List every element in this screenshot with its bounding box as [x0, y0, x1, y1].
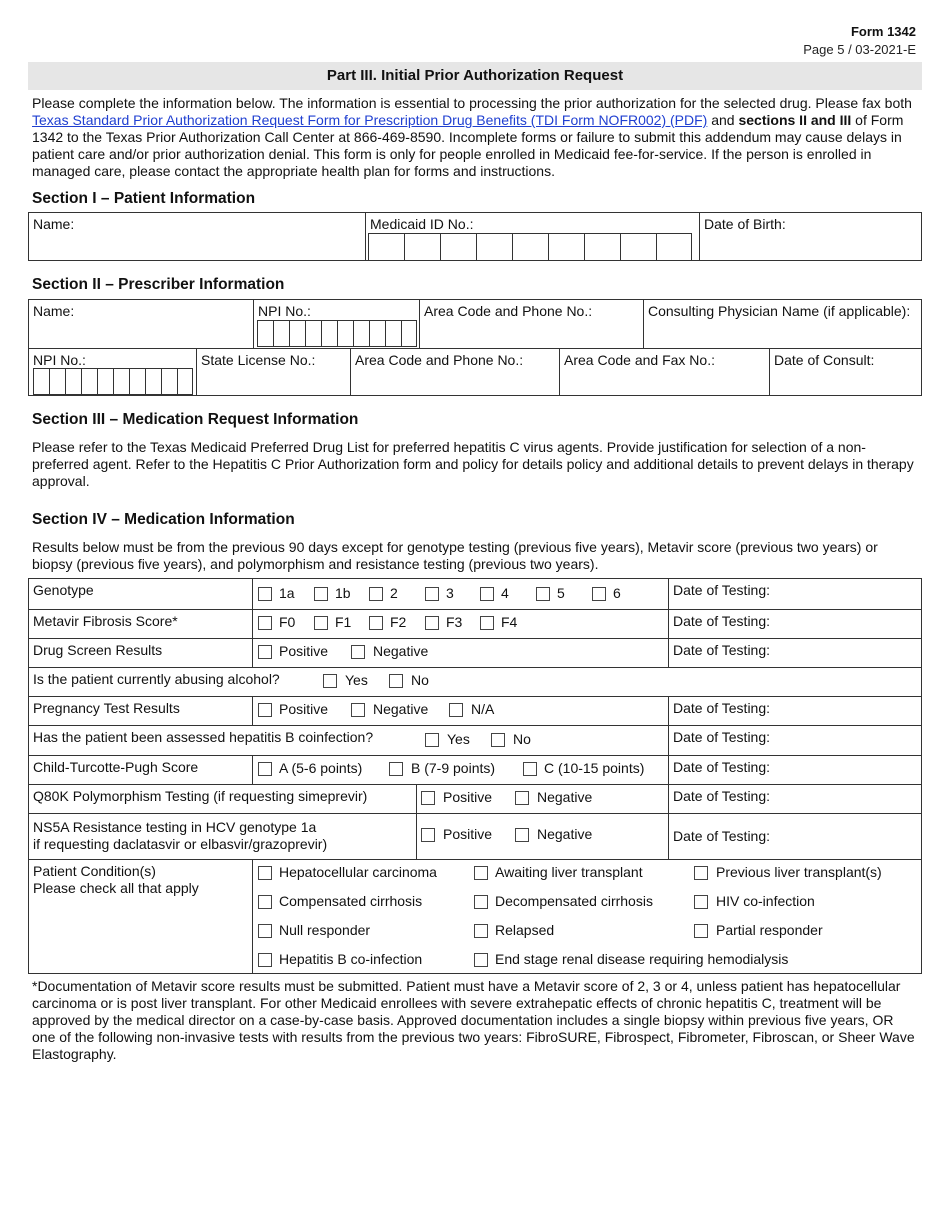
pregnancy-label: Pregnancy Test Results: [29, 696, 252, 725]
section-2-title: Section II – Prescriber Information: [32, 276, 285, 293]
ns5a-date-field[interactable]: [668, 813, 922, 859]
alcohol-option-label: Yes: [345, 672, 368, 688]
ctp-option-label: A (5-6 points): [279, 760, 363, 776]
section-3-title: Section III – Medication Request Information: [32, 411, 359, 428]
state-license-field[interactable]: [196, 348, 350, 396]
hepb-yes-checkbox[interactable]: [425, 733, 439, 747]
drug-screen-date-field[interactable]: [668, 638, 922, 667]
consulting-physician-field[interactable]: [643, 300, 922, 348]
condition-option-label: Hepatitis B co-infection: [279, 951, 423, 967]
q80k-option-label: Negative: [537, 789, 593, 805]
dob-label: Date of Birth:: [704, 216, 786, 232]
condition-option-label: Relapsed: [495, 922, 555, 938]
alcohol-label: Is the patient currently abusing alcohol?: [29, 667, 922, 696]
medicaid-id-label: Medicaid ID No.:: [370, 216, 474, 232]
metavir-f3-checkbox[interactable]: [425, 616, 439, 630]
pregnancy-option-label: Positive: [279, 701, 329, 717]
q80k-date-field[interactable]: [668, 784, 922, 813]
esrd-hemodialysis-checkbox[interactable]: [474, 953, 488, 967]
metavir-f0-checkbox[interactable]: [258, 616, 272, 630]
q80k-option-label: Positive: [443, 789, 493, 805]
section-4-text: Results below must be from the previous 90 days except for genotype testing (previous five years), Metavir score (previous two years) or biopsy (previous five years), and polymorphism and resistance testing (previous two years).: [32, 539, 878, 572]
condition-option-label: Decompensated cirrhosis: [495, 893, 653, 909]
section-3-text: Please refer to the Texas Medicaid Preferred Drug List for preferred hepatitis C virus agents. Provide justification for selection of a non-preferred agent. Refer to the Hepatitis C Prior Authorization form and policy for details policy and additional details to prevent delays in therapy approval.: [32, 439, 914, 489]
date-of-testing-label: Date of Testing:: [673, 700, 771, 716]
genotype-option-label: 1a: [279, 585, 295, 601]
consult-fax-label: Area Code and Fax No.:: [564, 352, 715, 368]
ctp-label: Child-Turcotte-Pugh Score: [29, 755, 252, 784]
ns5a-label-line2: if requesting daclatasvir or elbasvir/grazoprevir): [33, 836, 328, 852]
prescriber-name-label: Name:: [33, 303, 75, 319]
prescriber-info-table: [28, 299, 922, 396]
hepb-coinfection-checkbox[interactable]: [258, 953, 272, 967]
medication-info-table: [28, 578, 922, 974]
prescriber-npi-boxes[interactable]: [257, 320, 417, 347]
awaiting-transplant-checkbox[interactable]: [474, 866, 488, 880]
date-of-testing-label: Date of Testing:: [673, 582, 771, 598]
condition-label-cell: [29, 859, 252, 973]
ns5a-label-cell: [29, 813, 416, 859]
ctp-b-checkbox[interactable]: [389, 762, 403, 776]
intro-paragraph: [32, 95, 920, 180]
genotype-4-checkbox[interactable]: [480, 587, 494, 601]
consulting-npi-boxes[interactable]: [33, 368, 193, 395]
ctp-option-label: B (7-9 points): [411, 760, 496, 776]
prescriber-name-field[interactable]: [29, 300, 253, 348]
genotype-label: Genotype: [33, 582, 94, 598]
patient-name-label: Name:: [33, 216, 75, 232]
metavir-f2-checkbox[interactable]: [369, 616, 383, 630]
pregnancy-na-checkbox[interactable]: [449, 703, 463, 717]
genotype-option-label: 1b: [335, 585, 351, 601]
ns5a-positive-checkbox[interactable]: [421, 828, 435, 842]
metavir-option-label: F1: [335, 614, 352, 630]
genotype-6-checkbox[interactable]: [592, 587, 606, 601]
condition-label-line2: Please check all that apply: [33, 880, 199, 896]
metavir-date-field[interactable]: [668, 609, 922, 638]
ctp-a-checkbox[interactable]: [258, 762, 272, 776]
dob-field[interactable]: [699, 213, 922, 260]
condition-label-line1: Patient Condition(s): [33, 863, 156, 879]
genotype-2-checkbox[interactable]: [369, 587, 383, 601]
consulting-npi-label: NPI No.:: [33, 352, 86, 368]
consulting-physician-label: Consulting Physician Name (if applicable):: [648, 303, 911, 319]
metavir-label: Metavir Fibrosis Score*: [29, 609, 252, 638]
condition-option-label: Hepatocellular carcinoma: [279, 864, 437, 880]
genotype-option-label: 4: [501, 585, 509, 601]
decompensated-cirrhosis-checkbox[interactable]: [474, 895, 488, 909]
date-of-testing-label: Date of Testing:: [673, 828, 771, 844]
genotype-3-checkbox[interactable]: [425, 587, 439, 601]
ctp-c-checkbox[interactable]: [523, 762, 537, 776]
part-title: Part III. Initial Prior Authorization Request: [28, 62, 922, 90]
patient-name-field[interactable]: [29, 213, 365, 260]
genotype-1b-checkbox[interactable]: [314, 587, 328, 601]
null-responder-checkbox[interactable]: [258, 924, 272, 938]
genotype-option-label: 6: [613, 585, 621, 601]
hepatocellular-carcinoma-checkbox[interactable]: [258, 866, 272, 880]
ns5a-option-label: Negative: [537, 826, 593, 842]
alcohol-yes-checkbox[interactable]: [323, 674, 337, 688]
footnote: *Documentation of Metavir score results must be submitted. Patient must have a Metavir score of 2, 3 or 4, unless patient has hepatocellular carcinoma or is post liver transplant. For other Medicaid enrollees with severe extrahepatic effects of chronic hepatitis C, treatment will be approved by the medical director on a case-by-case basis. Approved documentation includes a single biopsy within previous five years, OR one of the following non-invasive tests with results from the previous two years: FibroSURE, Fibrospect, Fibrometer, Fibroscan, or Sheer Wave Elastography.: [32, 978, 915, 1062]
hepb-date-field[interactable]: [668, 725, 922, 755]
condition-option-label: Previous liver transplant(s): [716, 864, 882, 880]
genotype-5-checkbox[interactable]: [536, 587, 550, 601]
metavir-f4-checkbox[interactable]: [480, 616, 494, 630]
alcohol-no-checkbox[interactable]: [389, 674, 403, 688]
prescriber-npi-label: NPI No.:: [258, 303, 311, 319]
hepb-option-label: No: [513, 731, 531, 747]
metavir-option-label: F4: [501, 614, 518, 630]
genotype-date-field[interactable]: [668, 579, 922, 609]
pregnancy-option-label: N/A: [471, 701, 495, 717]
ctp-option-label: C (10-15 points): [544, 760, 645, 776]
alcohol-option-label: No: [411, 672, 429, 688]
condition-option-label: Null responder: [279, 922, 371, 938]
drug-screen-positive-checkbox[interactable]: [258, 645, 272, 659]
ns5a-option-label: Positive: [443, 826, 493, 842]
genotype-option-label: 5: [557, 585, 565, 601]
metavir-option-label: F3: [446, 614, 463, 630]
compensated-cirrhosis-checkbox[interactable]: [258, 895, 272, 909]
relapsed-checkbox[interactable]: [474, 924, 488, 938]
date-of-testing-label: Date of Testing:: [673, 642, 771, 658]
drug-screen-option-label: Negative: [373, 643, 429, 659]
ctp-date-field[interactable]: [668, 755, 922, 784]
ns5a-label-line1: NS5A Resistance testing in HCV genotype 1a: [33, 819, 317, 835]
hepb-no-checkbox[interactable]: [491, 733, 505, 747]
consult-date-field[interactable]: [769, 348, 922, 396]
consult-phone-field[interactable]: [350, 348, 559, 396]
q80k-label: Q80K Polymorphism Testing (if requesting simeprevir): [29, 784, 416, 813]
consult-date-label: Date of Consult:: [774, 352, 875, 368]
q80k-positive-checkbox[interactable]: [421, 791, 435, 805]
intro-text-1: Please complete the information below. The information is essential to processing the prior authorization for the selected drug. Please fax both: [32, 95, 912, 111]
page-number: Page 5 / 03-2021-E: [803, 42, 916, 57]
metavir-option-label: F2: [390, 614, 407, 630]
consult-fax-field[interactable]: [559, 348, 769, 396]
date-of-testing-label: Date of Testing:: [673, 729, 771, 745]
condition-option-label: Awaiting liver transplant: [495, 864, 643, 880]
consult-phone-label: Area Code and Phone No.:: [355, 352, 524, 368]
section-1-title: Section I – Patient Information: [32, 190, 256, 207]
prescriber-phone-label: Area Code and Phone No.:: [424, 303, 593, 319]
metavir-option-label: F0: [279, 614, 296, 630]
prescriber-phone-field[interactable]: [419, 300, 643, 348]
state-license-label: State License No.:: [201, 352, 316, 368]
form-number: Form 1342: [850, 24, 916, 39]
condition-option-label: End stage renal disease requiring hemodialysis: [495, 951, 789, 967]
genotype-option-label: 2: [390, 585, 398, 601]
genotype-option-label: 3: [446, 585, 454, 601]
medicaid-id-boxes[interactable]: [368, 233, 692, 261]
pregnancy-date-field[interactable]: [668, 696, 922, 725]
intro-bold: sections II and III: [738, 112, 852, 128]
drug-screen-option-label: Positive: [279, 643, 329, 659]
pregnancy-option-label: Negative: [373, 701, 429, 717]
date-of-testing-label: Date of Testing:: [673, 613, 771, 629]
ns5a-negative-checkbox[interactable]: [515, 828, 529, 842]
condition-option-label: HIV co-infection: [716, 893, 815, 909]
hepb-option-label: Yes: [447, 731, 470, 747]
partial-responder-checkbox[interactable]: [694, 924, 708, 938]
intro-text-2: and: [707, 112, 739, 128]
pregnancy-positive-checkbox[interactable]: [258, 703, 272, 717]
metavir-f1-checkbox[interactable]: [314, 616, 328, 630]
hiv-coinfection-checkbox[interactable]: [694, 895, 708, 909]
condition-option-label: Compensated cirrhosis: [279, 893, 423, 909]
section-4-title: Section IV – Medication Information: [32, 511, 295, 528]
intro-text-3: of Form 1342 to the Texas Prior Authorization Call Center at 866-469-8590. Incomplete forms or failure to submit this addendum may cause delays in patient care and/or prior authorization denial. This form is only for people enrolled in Medicaid fee-for-service. If the person is enrolled in managed care, please contact the appropriate health plan for forms and instructions.: [32, 112, 904, 179]
drug-screen-label: Drug Screen Results: [29, 638, 252, 667]
pregnancy-negative-checkbox[interactable]: [351, 703, 365, 717]
tdi-form-link[interactable]: Texas Standard Prior Authorization Request Form for Prescription Drug Benefits (TDI Form NOFR002) (PDF): [32, 112, 708, 128]
date-of-testing-label: Date of Testing:: [673, 759, 771, 775]
previous-transplant-checkbox[interactable]: [694, 866, 708, 880]
drug-screen-negative-checkbox[interactable]: [351, 645, 365, 659]
condition-option-label: Partial responder: [716, 922, 823, 938]
hepb-label: Has the patient been assessed hepatitis B coinfection?: [29, 725, 668, 755]
patient-info-table: [28, 212, 922, 261]
date-of-testing-label: Date of Testing:: [673, 788, 771, 804]
q80k-negative-checkbox[interactable]: [515, 791, 529, 805]
genotype-1a-checkbox[interactable]: [258, 587, 272, 601]
